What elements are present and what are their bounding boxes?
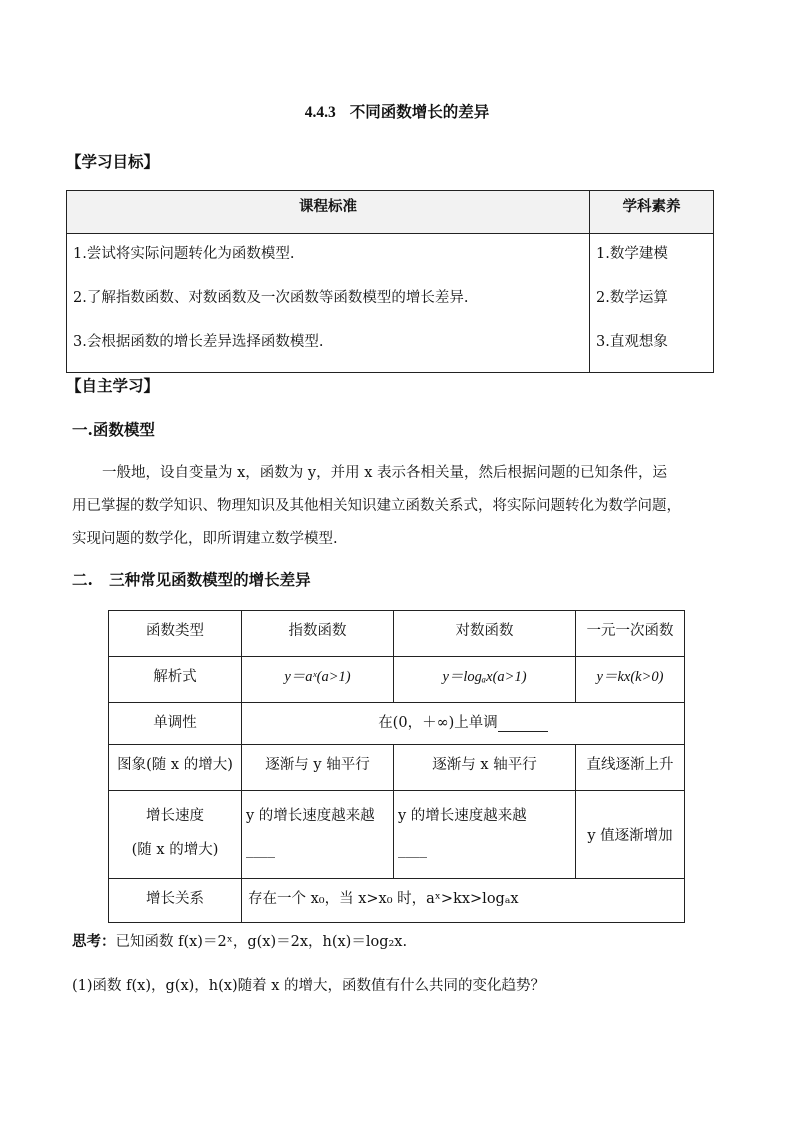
goals-header-standard: 课程标准	[67, 191, 590, 234]
relation-text: 存在一个 x₀，当 x>x₀ 时，aˣ>kx>logₐx	[242, 879, 685, 923]
monotonic-cell	[242, 703, 685, 745]
row-label-graph: 图象(随 x 的增大)	[109, 745, 242, 791]
formula-linear: y＝kx(k>0)	[576, 657, 685, 703]
section-self-study: 【自主学习】	[66, 376, 160, 395]
think-label: 思考：	[72, 933, 116, 950]
goals-standards-cell	[67, 234, 590, 373]
graph-exp: 逐渐与 y 轴平行	[242, 745, 394, 791]
speed-log: y 的增长速度越来越	[398, 808, 527, 824]
speed-exp-blank: ____	[246, 842, 275, 858]
formula-log: y＝logₐx(a>1)	[394, 657, 576, 703]
standard-2: 2.了解指数函数、对数函数及一次函数等函数模型的增长差异.	[73, 290, 469, 306]
goals-table	[66, 190, 714, 373]
part1-paragraph	[72, 457, 732, 556]
col-header-exp: 指数函数	[242, 611, 394, 657]
growth-table	[108, 610, 685, 923]
part1-heading: 一.函数模型	[72, 420, 155, 439]
title-text: 不同函数增长的差异	[349, 102, 490, 121]
graph-linear: 直线逐渐上升	[576, 745, 685, 791]
speed-exp-cell	[242, 791, 394, 879]
row-label-formula: 解析式	[109, 657, 242, 703]
page-title	[0, 100, 794, 122]
graph-log: 逐渐与 x 轴平行	[394, 745, 576, 791]
goals-header-literacy: 学科素养	[590, 191, 714, 234]
standard-1: 1.尝试将实际问题转化为函数模型.	[73, 246, 295, 262]
literacy-1: 1.数学建模	[596, 246, 668, 262]
literacy-2: 2.数学运算	[596, 290, 668, 306]
literacy-3: 3.直观想象	[596, 334, 668, 350]
formula-exp: y＝aˣ(a>1)	[242, 657, 394, 703]
title-number: 4.4.3	[304, 104, 336, 121]
col-header-log: 对数函数	[394, 611, 576, 657]
speed-log-blank: ____	[398, 842, 427, 858]
col-header-linear: 一元一次函数	[576, 611, 685, 657]
row-label-relation: 增长关系	[109, 879, 242, 923]
speed-exp: y 的增长速度越来越	[246, 808, 375, 824]
think-line	[72, 930, 407, 951]
goals-literacy-cell	[590, 234, 714, 373]
monotonic-blank	[498, 715, 548, 732]
monotonic-text: 在(0，＋∞)上单调	[378, 715, 498, 731]
row-label-speed	[109, 791, 242, 879]
speed-log-cell	[394, 791, 576, 879]
col-header-type: 函数类型	[109, 611, 242, 657]
row-label-monotonic: 单调性	[109, 703, 242, 745]
paragraph-line-2: 用已掌握的数学知识、物理知识及其他相关知识建立函数关系式，将实际问题转化为数学问题，	[72, 498, 681, 514]
think-question-1: (1)函数 f(x)，g(x)，h(x)随着 x 的增大，函数值有什么共同的变化趋势？	[72, 978, 546, 994]
think-text: 已知函数 f(x)＝2ˣ，g(x)＝2x，h(x)＝log₂x.	[115, 934, 408, 950]
paragraph-line-1: 一般地，设自变量为 x，函数为 y，并用 x 表示各相关量，然后根据问题的已知条件，运	[102, 465, 667, 481]
section-goals: 【学习目标】	[66, 152, 160, 171]
paragraph-line-3: 实现问题的数学化，即所谓建立数学模型.	[72, 531, 338, 547]
part2-heading: 二. 三种常见函数模型的增长差异	[72, 570, 311, 589]
speed-label-line2: (随 x 的增大)	[131, 842, 219, 858]
standard-3: 3.会根据函数的增长差异选择函数模型.	[73, 334, 324, 350]
speed-label-line1: 增长速度	[146, 808, 204, 824]
speed-linear: y 值逐渐增加	[576, 791, 685, 879]
